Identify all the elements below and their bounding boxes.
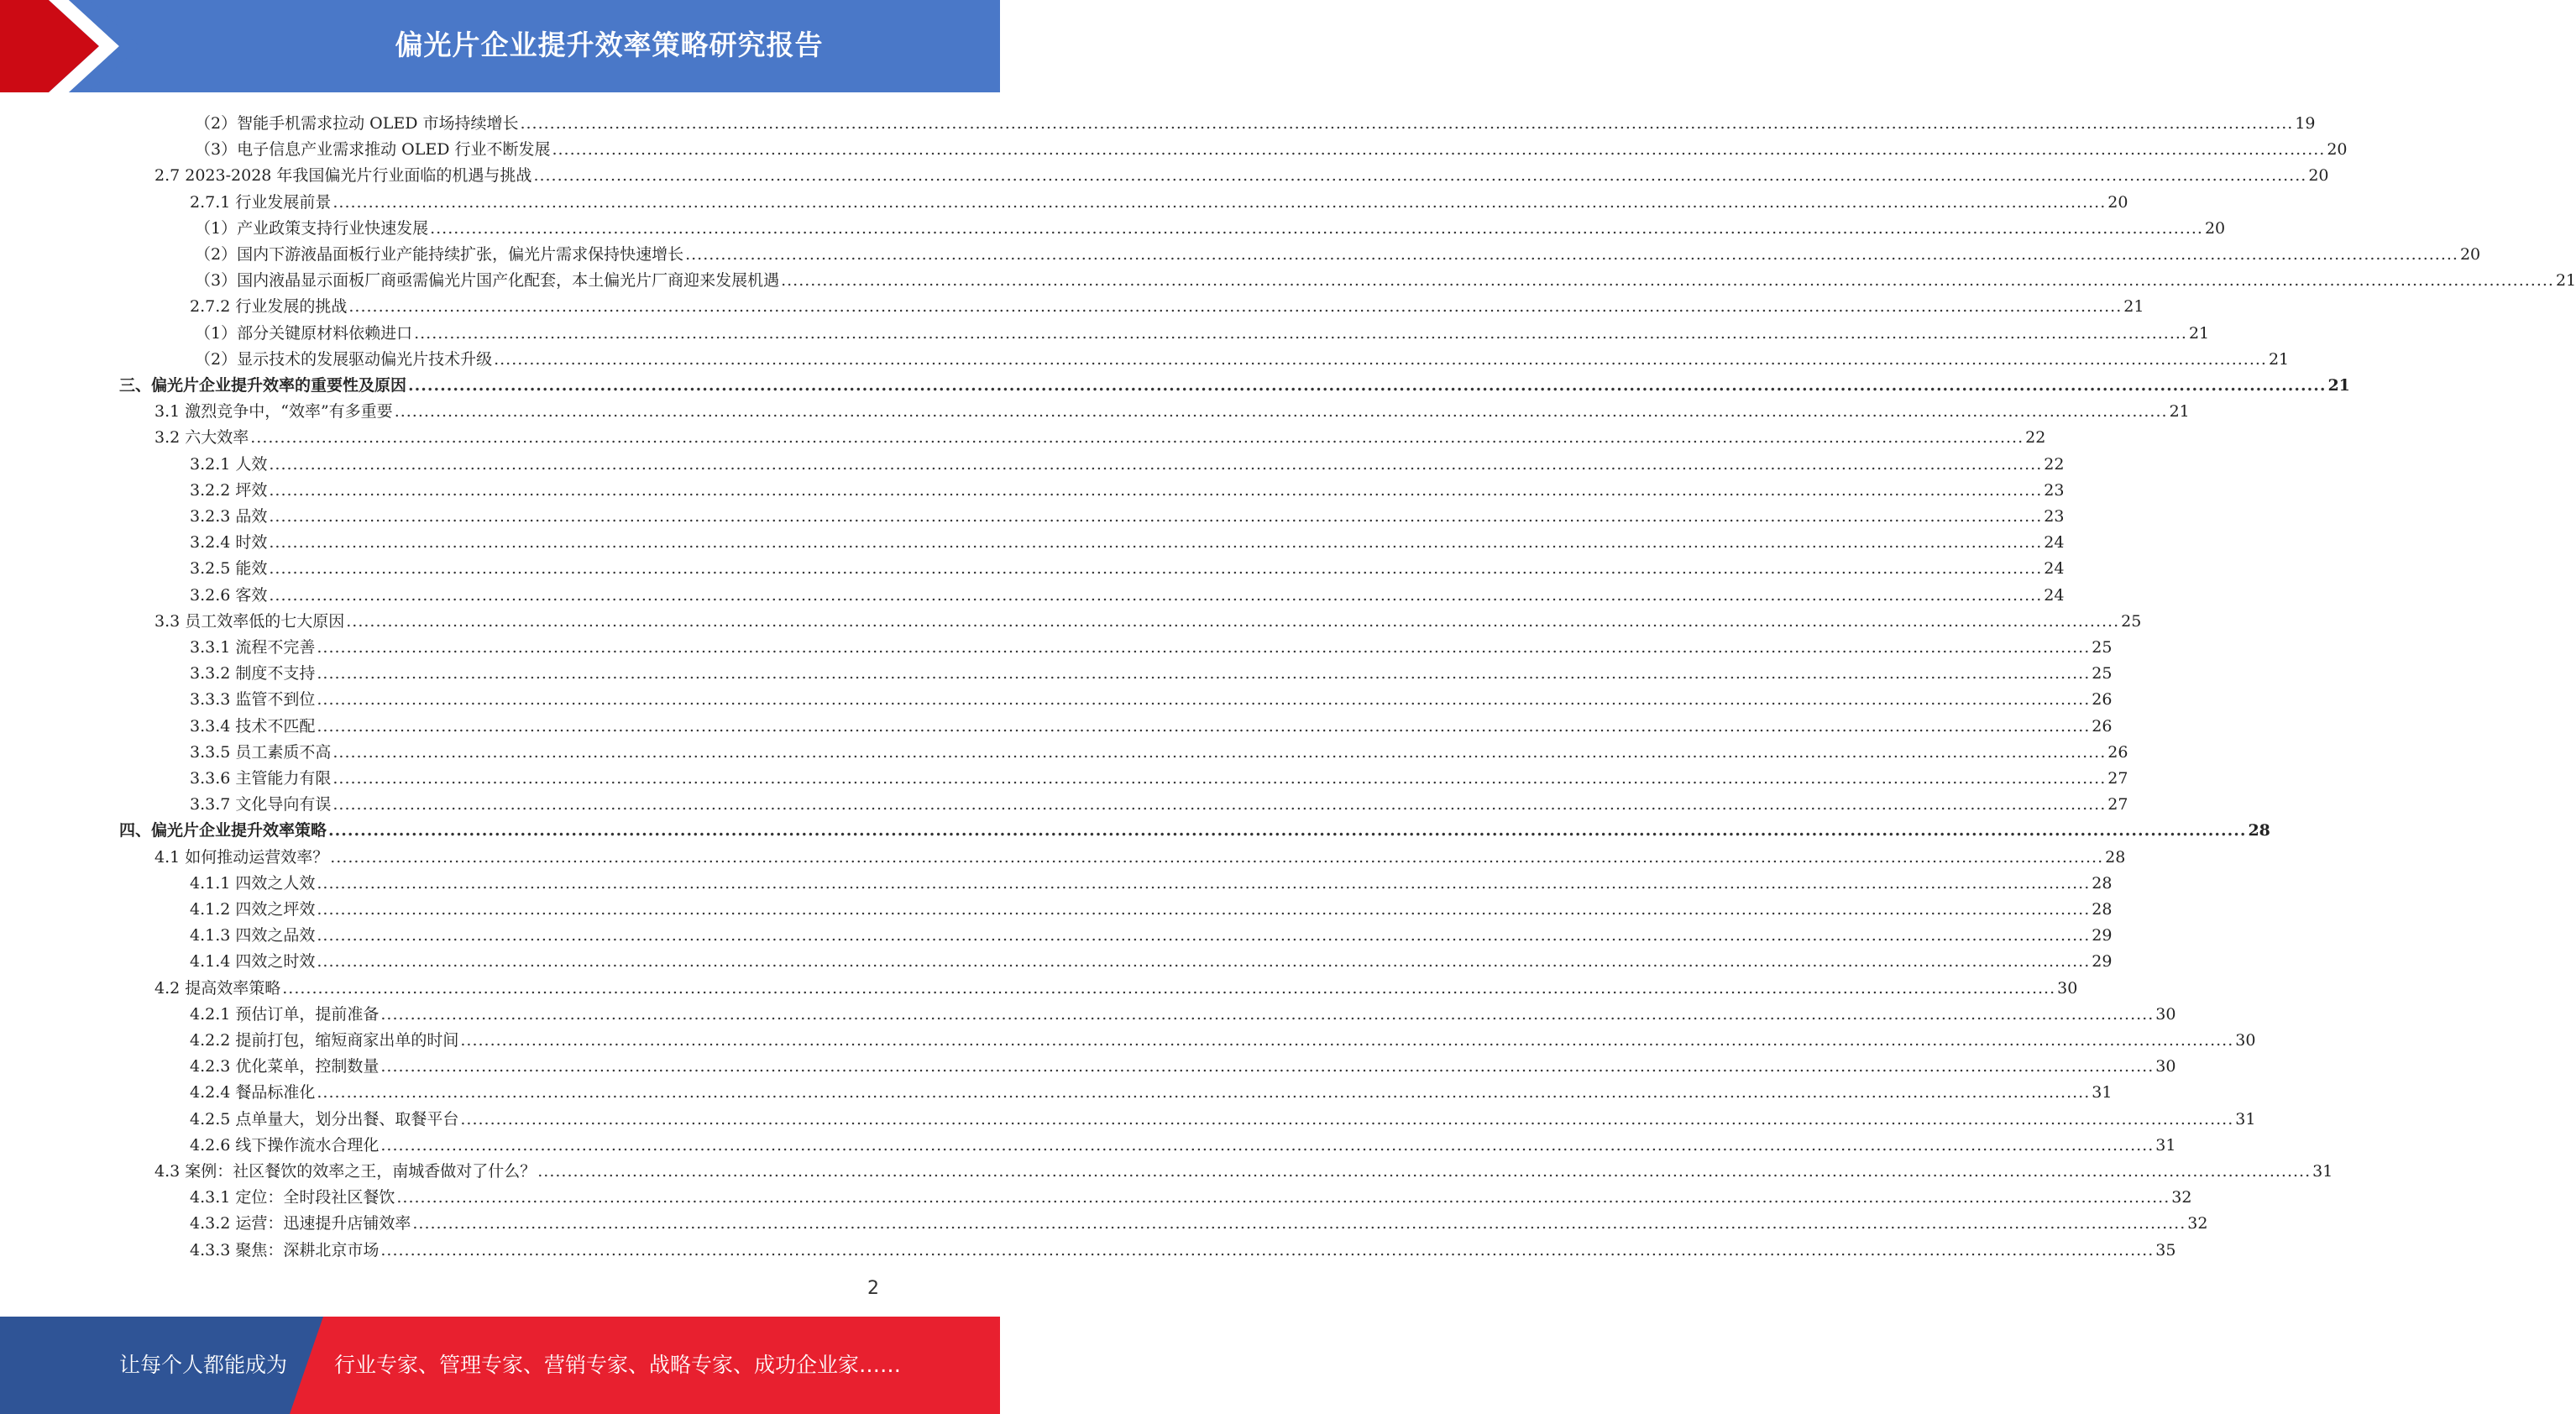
toc-leader-dots: ............................................................................................................................................................................................................................................................................................................: [317, 664, 2091, 683]
toc-entry-page: 23: [2044, 507, 2065, 526]
toc-entry-label: 4.2.4 餐品标准化: [190, 1083, 316, 1102]
toc-entry-page: 25: [2092, 638, 2113, 657]
toc-entry-page: 20: [2308, 166, 2329, 186]
toc-leader-dots: ............................................................................................................................................................................................................................................................................................................: [317, 638, 2091, 657]
toc-entry[interactable]: [190, 186, 2128, 212]
toc-entry-page: 24: [2044, 533, 2065, 553]
toc-leader-dots: ............................................................................................................................................................................................................................................................................................................: [328, 821, 2247, 841]
page-header: [0, 0, 1000, 92]
toc-entry[interactable]: [190, 683, 2113, 710]
toc-entry-page: 22: [2044, 454, 2065, 474]
toc-entry-label: 3.1 激烈竞争中，“效率”有多重要: [154, 402, 393, 422]
toc-entry[interactable]: [195, 264, 2576, 291]
toc-entry-label: （2）智能手机需求拉动 OLED 市场持续增长: [195, 114, 519, 133]
toc-entry[interactable]: [190, 762, 2128, 788]
toc-entry-label: 4.2.3 优化菜单，控制数量: [190, 1057, 380, 1076]
toc-entry[interactable]: [190, 736, 2128, 762]
report-title: 偏光片企业提升效率策略研究报告: [395, 29, 824, 61]
toc-leader-dots: ............................................................................................................................................................................................................................................................................................................: [348, 297, 2123, 317]
toc-entry[interactable]: [190, 579, 2065, 605]
toc-leader-dots: ............................................................................................................................................................................................................................................................................................................: [317, 926, 2091, 945]
toc-entry-page: 31: [2092, 1083, 2113, 1102]
toc-entry[interactable]: [190, 710, 2113, 736]
toc-entry-label: 3.3.5 员工素质不高: [190, 742, 332, 762]
toc-entry[interactable]: [190, 1050, 2176, 1076]
toc-entry-page: 19: [2295, 114, 2316, 133]
toc-entry[interactable]: [190, 1129, 2176, 1155]
toc-entry[interactable]: [195, 107, 2316, 134]
toc-entry-label: （3）电子信息产业需求推动 OLED 行业不断发展: [195, 140, 551, 160]
toc-entry[interactable]: [190, 1181, 2192, 1207]
toc-entry[interactable]: [119, 369, 2350, 395]
footer-slogan-right: 行业专家、管理专家、营销专家、战略专家、成功企业家……: [334, 1353, 902, 1377]
toc-entry-page: 32: [2187, 1214, 2208, 1233]
toc-leader-dots: ............................................................................................................................................................................................................................................................................................................: [269, 585, 2043, 605]
toc-entry-label: 4.3.3 聚焦：深耕北京市场: [190, 1240, 380, 1260]
toc-leader-dots: ............................................................................................................................................................................................................................................................................................................: [269, 454, 2043, 474]
toc-leader-dots: ............................................................................................................................................................................................................................................................................................................: [552, 140, 2326, 160]
toc-entry-label: 2.7.2 行业发展的挑战: [190, 297, 348, 317]
toc-entry-page: 23: [2044, 480, 2065, 500]
toc-entry-page: 24: [2044, 559, 2065, 579]
toc-entry-label: 4.2 提高效率策略: [154, 978, 281, 998]
toc-entry[interactable]: [190, 1234, 2176, 1260]
toc-leader-dots: ............................................................................................................................................................................................................................................................................................................: [346, 611, 2120, 631]
page-number: 2: [867, 1278, 879, 1299]
toc-entry[interactable]: [190, 448, 2065, 474]
toc-entry[interactable]: [119, 814, 2270, 841]
toc-entry[interactable]: [190, 500, 2065, 526]
toc-entry-page: 24: [2044, 585, 2065, 605]
toc-entry-page: 28: [2092, 900, 2113, 919]
toc-entry-label: 4.1 如何推动运营效率？: [154, 847, 329, 867]
page-footer: [0, 1317, 1000, 1414]
toc-entry-page: 30: [2235, 1031, 2256, 1050]
toc-entry[interactable]: [190, 657, 2113, 683]
toc-entry-label: 4.2.1 预估订单，提前准备: [190, 1004, 380, 1024]
toc-leader-dots: ............................................................................................................................................................................................................................................................................................................: [430, 218, 2203, 238]
toc-entry-label: （2）国内下游液晶面板行业产能持续扩张，偏光片需求保持快速增长: [195, 245, 684, 264]
toc-entry-label: 2.7.1 行业发展前景: [190, 192, 332, 212]
toc-entry[interactable]: [195, 134, 2348, 160]
toc-entry-label: 2.7 2023-2028 年我国偏光片行业面临的机遇与挑战: [154, 166, 532, 186]
toc-leader-dots: ............................................................................................................................................................................................................................................................................................................: [317, 1083, 2091, 1102]
toc-leader-dots: ............................................................................................................................................................................................................................................................................................................: [380, 1240, 2155, 1260]
toc-entry-page: 32: [2171, 1188, 2192, 1207]
toc-entry-label: 4.1.3 四效之品效: [190, 926, 316, 945]
toc-entry-label: （2）显示技术的发展驱动偏光片技术升级: [195, 349, 493, 369]
toc-entry-label: 4.3.1 定位：全时段社区餐饮: [190, 1188, 395, 1207]
toc-entry-label: 3.3 员工效率低的七大原因: [154, 611, 345, 631]
toc-entry[interactable]: [190, 788, 2128, 814]
toc-entry[interactable]: [195, 238, 2481, 264]
toc-entry-page: 35: [2155, 1240, 2176, 1260]
toc-entry[interactable]: [190, 945, 2113, 971]
toc-entry-label: 4.2.5 点单量大，划分出餐、取餐平台: [190, 1109, 459, 1129]
toc-entry[interactable]: [195, 317, 2210, 343]
toc-entry-label: 3.2 六大效率: [154, 428, 249, 448]
toc-entry-page: 26: [2107, 742, 2128, 762]
toc-entry[interactable]: [190, 474, 2065, 500]
toc-entry-page: 29: [2092, 926, 2113, 945]
toc-entry-page: 27: [2107, 769, 2128, 788]
toc-leader-dots: ............................................................................................................................................................................................................................................................................................................: [317, 690, 2091, 710]
toc-entry-label: 3.2.4 时效: [190, 533, 268, 553]
toc-entry[interactable]: [154, 422, 2046, 448]
toc-leader-dots: ............................................................................................................................................................................................................................................................................................................: [520, 114, 2294, 133]
toc-entry-page: 21: [2188, 323, 2210, 343]
toc-entry-label: 3.3.7 文化导向有误: [190, 795, 332, 814]
toc-entry-page: 28: [2248, 821, 2270, 841]
toc-entry-label: 4.1.2 四效之坪效: [190, 900, 316, 919]
toc-entry-label: 3.2.3 品效: [190, 507, 268, 526]
toc-entry[interactable]: [190, 1024, 2256, 1050]
toc-entry[interactable]: [190, 631, 2113, 657]
toc-leader-dots: ............................................................................................................................................................................................................................................................................................................: [380, 1004, 2155, 1024]
toc-entry-page: 20: [2107, 192, 2128, 212]
toc-leader-dots: ............................................................................................................................................................................................................................................................................................................: [269, 507, 2043, 526]
toc-entry-page: 31: [2312, 1162, 2333, 1181]
toc-entry-page: 29: [2092, 952, 2113, 971]
toc-entry-label: 三、偏光片企业提升效率的重要性及原因: [119, 376, 407, 395]
toc-leader-dots: ............................................................................................................................................................................................................................................................................................................: [394, 402, 2168, 422]
toc-entry-page: 20: [2459, 245, 2481, 264]
toc-entry-page: 28: [2105, 847, 2126, 867]
toc-entry-page: 30: [2155, 1004, 2176, 1024]
toc-leader-dots: ............................................................................................................................................................................................................................................................................................................: [412, 1214, 2186, 1233]
toc-entry[interactable]: [190, 1076, 2113, 1102]
toc-entry-label: 3.3.1 流程不完善: [190, 638, 316, 657]
toc-entry-label: （1）产业政策支持行业快速发展: [195, 218, 429, 238]
toc-entry-page: 31: [2235, 1109, 2256, 1129]
toc-entry-page: 30: [2057, 978, 2078, 998]
toc-leader-dots: ............................................................................................................................................................................................................................................................................................................: [533, 166, 2307, 186]
toc-leader-dots: ............................................................................................................................................................................................................................................................................................................: [317, 716, 2091, 736]
toc-entry-page: 31: [2155, 1135, 2176, 1155]
toc-entry[interactable]: [195, 343, 2290, 369]
toc-leader-dots: ............................................................................................................................................................................................................................................................................................................: [330, 847, 2104, 867]
toc-entry[interactable]: [190, 998, 2176, 1024]
toc-entry[interactable]: [154, 605, 2142, 631]
toc-entry-label: 4.2.2 提前打包，缩短商家出单的时间: [190, 1031, 459, 1050]
toc-entry-label: 3.3.4 技术不匹配: [190, 716, 316, 736]
toc-entry[interactable]: [154, 972, 2078, 998]
toc-entry[interactable]: [154, 841, 2126, 867]
toc-entry-label: 3.3.3 监管不到位: [190, 690, 316, 710]
toc-entry-label: 4.1.4 四效之时效: [190, 952, 316, 971]
toc-entry-label: 4.3 案例：社区餐饮的效率之王，南城香做对了什么？: [154, 1162, 537, 1181]
toc-entry[interactable]: [190, 919, 2113, 945]
toc-leader-dots: ............................................................................................................................................................................................................................................................................................................: [332, 192, 2107, 212]
toc-entry-page: 26: [2092, 690, 2113, 710]
toc-leader-dots: ............................................................................................................................................................................................................................................................................................................: [460, 1109, 2234, 1129]
toc-entry-label: 3.2.6 客效: [190, 585, 268, 605]
toc-leader-dots: ............................................................................................................................................................................................................................................................................................................: [250, 428, 2024, 448]
toc-entry-label: 3.2.1 人效: [190, 454, 268, 474]
toc-entry-page: 21: [2268, 349, 2290, 369]
toc-entry-label: 3.2.5 能效: [190, 559, 268, 579]
toc-leader-dots: ............................................................................................................................................................................................................................................................................................................: [317, 873, 2091, 893]
toc-entry-label: 4.3.2 运营：迅速提升店铺效率: [190, 1214, 411, 1233]
toc-leader-dots: ............................................................................................................................................................................................................................................................................................................: [414, 323, 2187, 343]
toc-entry[interactable]: [154, 395, 2190, 422]
toc-leader-dots: ............................................................................................................................................................................................................................................................................................................: [685, 245, 2458, 264]
toc-entry[interactable]: [190, 291, 2144, 317]
toc-entry[interactable]: [154, 160, 2329, 186]
toc-leader-dots: ............................................................................................................................................................................................................................................................................................................: [537, 1162, 2312, 1181]
toc-leader-dots: ............................................................................................................................................................................................................................................................................................................: [269, 559, 2043, 579]
toc-entry[interactable]: [190, 1207, 2208, 1233]
toc-leader-dots: ............................................................................................................................................................................................................................................................................................................: [317, 900, 2091, 919]
toc-entry-label: 4.1.1 四效之人效: [190, 873, 316, 893]
toc-leader-dots: ............................................................................................................................................................................................................................................................................................................: [781, 271, 2554, 291]
toc-entry-page: 22: [2025, 428, 2046, 448]
toc-leader-dots: ............................................................................................................................................................................................................................................................................................................: [332, 769, 2107, 788]
toc-entry-page: 20: [2327, 140, 2348, 160]
toc-entry-label: 4.2.6 线下操作流水合理化: [190, 1135, 380, 1155]
toc-entry-page: 28: [2092, 873, 2113, 893]
toc-entry[interactable]: [190, 867, 2113, 893]
toc-entry-page: 21: [2327, 376, 2350, 395]
toc-entry-page: 21: [2555, 271, 2576, 291]
toc-entry-label: 3.3.2 制度不支持: [190, 664, 316, 683]
toc-entry-label: 3.2.2 坪效: [190, 480, 268, 500]
toc-leader-dots: ............................................................................................................................................................................................................................................................................................................: [380, 1057, 2155, 1076]
toc-entry-page: 21: [2123, 297, 2144, 317]
toc-entry-page: 25: [2092, 664, 2113, 683]
toc-entry[interactable]: [190, 526, 2065, 553]
toc-leader-dots: ............................................................................................................................................................................................................................................................................................................: [396, 1188, 2170, 1207]
toc-leader-dots: ............................................................................................................................................................................................................................................................................................................: [269, 480, 2043, 500]
toc-leader-dots: ............................................................................................................................................................................................................................................................................................................: [408, 376, 2327, 395]
footer-slogan-left: 让每个人都能成为: [119, 1353, 288, 1377]
toc-entry-page: 27: [2107, 795, 2128, 814]
toc-leader-dots: ............................................................................................................................................................................................................................................................................................................: [282, 978, 2056, 998]
toc-entry-label: （1）部分关键原材料依赖进口: [195, 323, 413, 343]
toc-entry-label: 3.3.6 主管能力有限: [190, 769, 332, 788]
toc-leader-dots: ............................................................................................................................................................................................................................................................................................................: [460, 1031, 2234, 1050]
toc-entry-page: 25: [2121, 611, 2142, 631]
toc-entry[interactable]: [190, 553, 2065, 579]
toc-entry-page: 30: [2155, 1057, 2176, 1076]
toc-leader-dots: ............................................................................................................................................................................................................................................................................................................: [269, 533, 2043, 553]
toc-entry-page: 20: [2204, 218, 2226, 238]
toc-leader-dots: ............................................................................................................................................................................................................................................................................................................: [494, 349, 2267, 369]
toc-leader-dots: ............................................................................................................................................................................................................................................................................................................: [317, 952, 2091, 971]
toc-entry[interactable]: [195, 212, 2226, 238]
toc-entry[interactable]: [154, 1155, 2333, 1181]
toc-entry[interactable]: [190, 893, 2113, 919]
toc-leader-dots: ............................................................................................................................................................................................................................................................................................................: [332, 795, 2107, 814]
toc-entry-label: （3）国内液晶显示面板厂商亟需偏光片国产化配套，本土偏光片厂商迎来发展机遇: [195, 271, 780, 291]
toc-entry-label: 四、偏光片企业提升效率策略: [119, 821, 327, 841]
toc-entry-page: 21: [2169, 402, 2190, 422]
toc-entry-page: 26: [2092, 716, 2113, 736]
toc-leader-dots: ............................................................................................................................................................................................................................................................................................................: [380, 1135, 2155, 1155]
toc-entry[interactable]: [190, 1103, 2256, 1129]
toc-leader-dots: ............................................................................................................................................................................................................................................................................................................: [332, 742, 2107, 762]
